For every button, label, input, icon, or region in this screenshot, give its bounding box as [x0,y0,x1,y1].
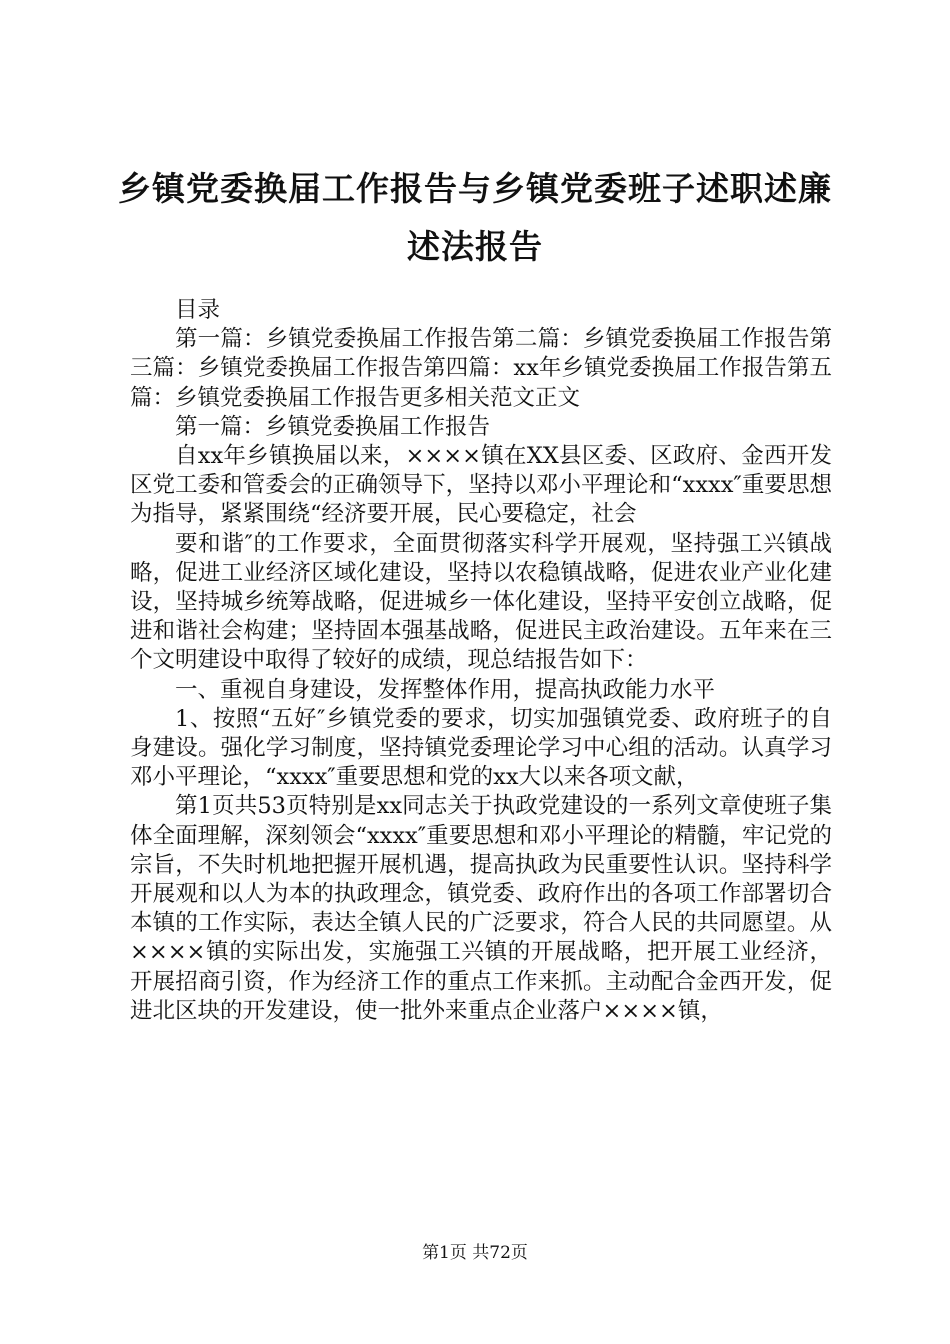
body-paragraph: 1、按照“五好″乡镇党委的要求，切实加强镇党委、政府班子的自身建设。强化学习制度，坚持镇党委理论学习中心组的活动。认真学习邓小平理论，“xxxx″重要思想和党的xx大以来各项文献， [130,705,832,791]
body-paragraph: 第1页共53页特别是xx同志关于执政党建设的一系列文章使班子集体全面理解，深刻领会“xxxx″重要思想和邓小平理论的精髓，牢记党的宗旨，不失时机地把握开展机遇，提高执政为民重要性认识。坚持科学开展观和以人为本的执政理念，镇党委、政府作出的各项工作部署切合本镇的工作实际，表达全镇人民的广泛要求，符合人民的共同愿望。从××××镇的实际出发，实施强工兴镇的开展战略，把开展工业经济，开展招商引资，作为经济工作的重点工作来抓。主动配合金西开发，促进北区块的开发建设，使一批外来重点企业落户××××镇， [130,793,832,1024]
document-title: 乡镇党委换届工作报告与乡镇党委班子述职述廉述法报告 [118,169,832,266]
page-footer: 第1页 共72页 [422,1243,528,1263]
toc-list: 第一篇：乡镇党委换届工作报告第二篇：乡镇党委换届工作报告第三篇：乡镇党委换届工作报告第四篇：xx年乡镇党委换届工作报告第五篇：乡镇党委换届工作报告更多相关范文正文 [130,326,832,411]
section-heading: 第一篇：乡镇党委换届工作报告 [175,413,491,440]
document-body [130,296,832,1026]
body-paragraph: 要和谐″的工作要求，全面贯彻落实科学开展观，坚持强工兴镇战略，促进工业经济区域化建设，坚持以农稳镇战略，促进农业产业化建设，坚持城乡统筹战略，促进城乡一体化建设，坚持平安创立战略，促进和谐社会构建；坚持固本强基战略，促进民主政治建设。五年来在三个文明建设中取得了较好的成绩，现总结报告如下： [130,530,832,674]
subsection-heading: 一、重视自身建设，发挥整体作用，提高执政能力水平 [175,676,716,703]
toc-heading: 目录 [175,297,221,323]
body-paragraph: 自xx年乡镇换届以来，××××镇在XX县区委、区政府、金西开发区党工委和管委会的正确领导下，坚持以邓小平理论和“xxxx″重要思想为指导，紧紧围绕“经济要开展，民心要稳定，社会 [130,443,832,528]
